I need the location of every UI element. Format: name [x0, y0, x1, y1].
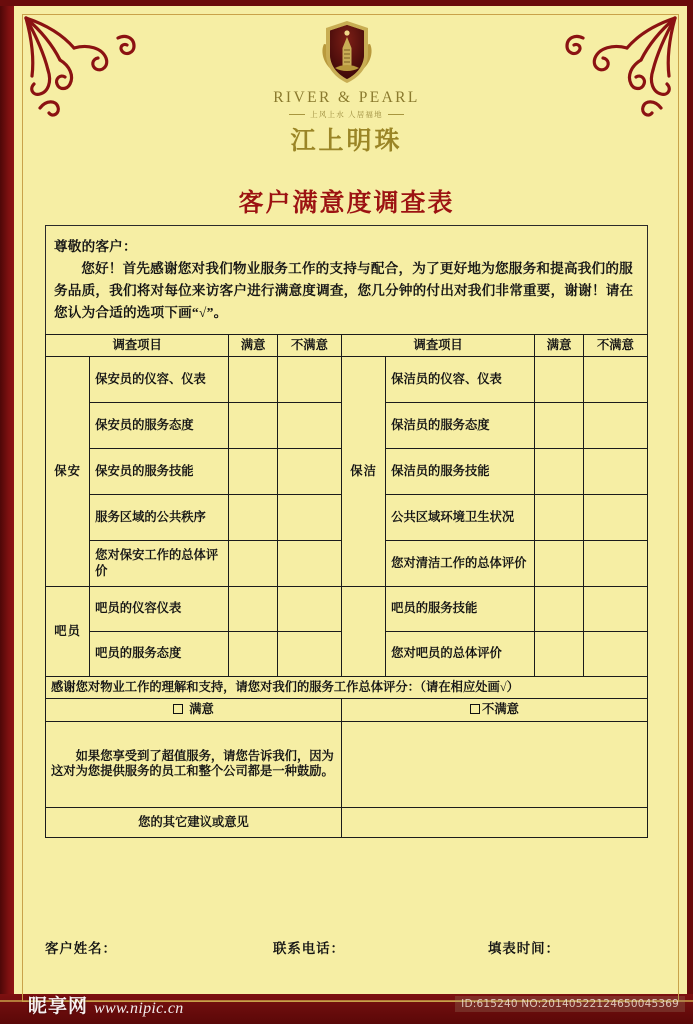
header-unsatisfied-right: 不满意 [583, 335, 647, 357]
checkbox-cell-satisfied[interactable] [229, 357, 278, 403]
intro-block [45, 225, 648, 334]
checkbox-icon[interactable] [173, 704, 183, 714]
watermark-id: ID:615240 NO:20140522124650045369 [455, 996, 685, 1012]
category-right-cleaning: 保洁 [341, 357, 385, 587]
survey-sheet [45, 225, 648, 838]
item-right-5: 吧员的服务技能 [386, 587, 535, 632]
checkbox-cell-satisfied[interactable] [229, 495, 278, 541]
item-right-3: 公共区域环境卫生状况 [386, 495, 535, 541]
table-row [46, 587, 648, 632]
survey-table [45, 334, 648, 838]
item-right-1: 保洁员的服务态度 [386, 403, 535, 449]
watermark-site-url: www.nipic.cn [94, 1000, 184, 1017]
tagline-dash-right [388, 114, 404, 115]
item-left-1: 保安员的服务态度 [90, 403, 229, 449]
item-left-2: 保安员的服务技能 [90, 449, 229, 495]
checkbox-cell-unsatisfied[interactable] [277, 403, 341, 449]
customer-phone-label[interactable]: 联系电话： [273, 941, 345, 956]
checkbox-icon[interactable] [470, 704, 480, 714]
checkbox-cell-satisfied[interactable] [229, 541, 278, 587]
checkbox-cell-satisfied[interactable] [535, 541, 584, 587]
checkbox-cell-unsatisfied[interactable] [583, 495, 647, 541]
header-unsatisfied-left: 不满意 [277, 335, 341, 357]
checkbox-cell-unsatisfied[interactable] [277, 357, 341, 403]
frame-edge-top [0, 0, 693, 6]
checkbox-cell-unsatisfied[interactable] [583, 541, 647, 587]
overall-option-unsatisfied-label: 不满意 [482, 702, 519, 717]
overall-option-satisfied[interactable] [46, 699, 342, 721]
checkbox-cell-unsatisfied[interactable] [583, 632, 647, 677]
category-left-security: 保安 [46, 357, 90, 587]
item-left-0: 保安员的仪容、仪表 [90, 357, 229, 403]
item-left-4: 您对保安工作的总体评价 [90, 541, 229, 587]
checkbox-cell-satisfied[interactable] [535, 632, 584, 677]
checkbox-cell-satisfied[interactable] [229, 632, 278, 677]
tagline-dash-left [289, 114, 305, 115]
checkbox-cell-unsatisfied[interactable] [277, 449, 341, 495]
shield-crest-icon [318, 18, 376, 86]
checkbox-cell-unsatisfied[interactable] [277, 587, 341, 632]
checkbox-cell-unsatisfied[interactable] [583, 357, 647, 403]
frame-gold-rule [0, 1000, 693, 1002]
checkbox-cell-unsatisfied[interactable] [277, 541, 341, 587]
intro-paragraph: 您好！首先感谢您对我们物业服务工作的支持与配合，为了更好地为您服务和提高我们的服务品质，我们将对每位来访客户进行满意度调查，您几分钟的付出对我们非常重要，谢谢！请在您认为合适的选项下画“√”。 [54, 261, 634, 321]
suggestion-label: 您的其它建议或意见 [46, 807, 342, 837]
checkbox-cell-unsatisfied[interactable] [583, 449, 647, 495]
customer-name-label[interactable]: 客户姓名： [45, 941, 117, 956]
form-date-label[interactable]: 填表时间： [488, 941, 560, 956]
checkbox-cell-satisfied[interactable] [535, 403, 584, 449]
overall-choice-row [46, 699, 648, 721]
header-satisfied-left: 满意 [229, 335, 278, 357]
table-row [46, 357, 648, 403]
logo-tagline [289, 109, 404, 120]
item-right-4: 您对清洁工作的总体评价 [386, 541, 535, 587]
header-item-right: 调查项目 [341, 335, 534, 357]
intro-salutation: 尊敬的客户： [54, 239, 137, 254]
overall-option-satisfied-label: 满意 [189, 702, 214, 717]
item-right-0: 保洁员的仪容、仪表 [386, 357, 535, 403]
table-header-row [46, 335, 648, 357]
suggestion-answer-field[interactable] [341, 807, 647, 837]
praise-answer-field[interactable] [341, 721, 647, 807]
praise-prompt [46, 721, 342, 807]
checkbox-cell-unsatisfied[interactable] [583, 403, 647, 449]
suggestion-row [46, 807, 648, 837]
item-left-6: 吧员的服务态度 [90, 632, 229, 677]
page-title: 客户满意度调查表 [238, 189, 455, 217]
checkbox-cell-satisfied[interactable] [229, 403, 278, 449]
header-satisfied-right: 满意 [535, 335, 584, 357]
signature-line [45, 938, 648, 957]
item-left-3: 服务区域的公共秩序 [90, 495, 229, 541]
category-right-blank [341, 587, 385, 677]
watermark-site-name: 昵享网 [28, 995, 89, 1017]
logo-tagline-text: 上风上水 人居福地 [310, 110, 383, 119]
checkbox-cell-unsatisfied[interactable] [277, 495, 341, 541]
header-item-left: 调查项目 [46, 335, 229, 357]
checkbox-cell-satisfied[interactable] [535, 357, 584, 403]
checkbox-cell-satisfied[interactable] [535, 587, 584, 632]
company-logo [0, 18, 693, 157]
frame-edge-bottom [0, 994, 693, 1024]
item-right-6: 您对吧员的总体评价 [386, 632, 535, 677]
praise-row [46, 721, 648, 807]
checkbox-cell-unsatisfied[interactable] [277, 632, 341, 677]
item-left-5: 吧员的仪容仪表 [90, 587, 229, 632]
overall-prompt: 感谢您对物业工作的理解和支持，请您对我们的服务工作总体评分：（请在相应处画√） [46, 677, 648, 699]
logo-chinese-name: 江上明珠 [290, 128, 403, 155]
checkbox-cell-satisfied[interactable] [229, 587, 278, 632]
praise-prompt-text: 如果您享受到了超值服务，请您告诉我们，因为这对为您提供服务的员工和整个公司都是一种鼓励。 [51, 748, 334, 779]
checkbox-cell-satisfied[interactable] [229, 449, 278, 495]
category-left-bar: 吧员 [46, 587, 90, 677]
overall-prompt-row [46, 677, 648, 699]
checkbox-cell-unsatisfied[interactable] [583, 587, 647, 632]
checkbox-cell-satisfied[interactable] [535, 449, 584, 495]
logo-english-name: RIVER & PEARL [273, 89, 420, 106]
checkbox-cell-satisfied[interactable] [535, 495, 584, 541]
item-right-2: 保洁员的服务技能 [386, 449, 535, 495]
overall-option-unsatisfied[interactable] [341, 699, 647, 721]
